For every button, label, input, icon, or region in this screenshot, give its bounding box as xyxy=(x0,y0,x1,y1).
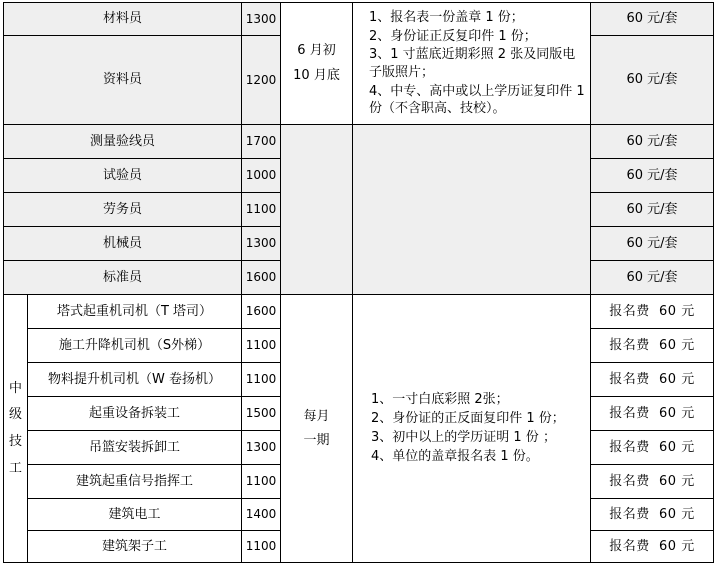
job-name: 施工升降机司机（S外梯） xyxy=(58,337,211,353)
job-name-cell xyxy=(3,159,242,193)
date-cell-empty xyxy=(281,125,353,295)
fee-cell xyxy=(591,397,714,431)
job-name: 劳务员 xyxy=(102,201,142,217)
fee-cell xyxy=(591,125,714,159)
count-cell xyxy=(242,261,281,295)
count-value: 1500 xyxy=(245,406,277,421)
fee-value: 60 元/套 xyxy=(626,235,678,251)
fee-cell xyxy=(591,36,714,125)
count-value: 1100 xyxy=(245,202,277,217)
fee-value: 60 元/套 xyxy=(626,133,678,149)
count-cell xyxy=(242,329,281,363)
fee-value: 60 元/套 xyxy=(626,11,678,27)
fee-value: 报名费 60 元 xyxy=(609,371,695,387)
fee-value: 报名费 60 元 xyxy=(609,473,695,489)
fee-value: 60 元/套 xyxy=(626,201,678,217)
fee-cell xyxy=(591,363,714,397)
count-value: 1000 xyxy=(245,168,277,183)
job-name-cell xyxy=(28,465,242,499)
requirement-item: 3、1 寸蓝底近期彩照 2 张及同版电子版照片； xyxy=(369,47,576,80)
requirement-item: 1、报名表一份盖章 1 份； xyxy=(369,10,524,26)
requirement-item: 2、身份证的正反面复印件 1 份； xyxy=(371,410,565,426)
job-name-cell xyxy=(28,499,242,531)
requirements-cell xyxy=(353,295,591,563)
job-name: 机械员 xyxy=(102,235,142,251)
requirements-cell xyxy=(353,2,591,125)
count-value: 1100 xyxy=(245,338,277,353)
fee-value: 报名费 60 元 xyxy=(609,337,695,353)
count-cell xyxy=(242,397,281,431)
job-name: 塔式起重机司机（T 塔司） xyxy=(56,303,213,319)
count-value: 1700 xyxy=(245,134,277,149)
fee-cell xyxy=(591,499,714,531)
job-name-cell xyxy=(3,125,242,159)
fee-cell xyxy=(591,431,714,465)
fee-cell xyxy=(591,261,714,295)
count-value: 1200 xyxy=(245,72,277,87)
count-cell xyxy=(242,193,281,227)
job-name-cell xyxy=(28,397,242,431)
count-value: 1300 xyxy=(245,440,277,455)
fee-value: 报名费 60 元 xyxy=(609,506,695,522)
fee-cell xyxy=(591,465,714,499)
requirement-item: 2、身份证正反复印件 1 份； xyxy=(369,28,537,44)
count-value: 1100 xyxy=(245,372,277,387)
job-name: 试验员 xyxy=(102,167,142,183)
job-name: 资料员 xyxy=(102,72,142,88)
job-name-cell xyxy=(28,531,242,563)
count-value: 1300 xyxy=(245,11,277,26)
job-name: 吊篮安装拆卸工 xyxy=(88,439,180,455)
job-name-cell xyxy=(28,295,242,329)
count-value: 1600 xyxy=(245,304,277,319)
job-name: 标准员 xyxy=(102,269,142,285)
job-name-cell xyxy=(28,431,242,465)
job-name-cell xyxy=(3,261,242,295)
job-name: 测量验线员 xyxy=(89,133,155,149)
schedule-cell xyxy=(281,295,353,563)
count-cell xyxy=(242,159,281,193)
fee-value: 报名费 60 元 xyxy=(609,405,695,421)
count-cell xyxy=(242,295,281,329)
job-name-cell xyxy=(3,193,242,227)
fee-value: 60 元/套 xyxy=(626,72,678,88)
count-cell xyxy=(242,363,281,397)
job-name-cell xyxy=(28,329,242,363)
count-value: 1100 xyxy=(245,474,277,489)
requirement-item: 4、中专、高中或以上学历证复印件 1 份（不含职高、技校）。 xyxy=(369,83,585,117)
job-name-cell xyxy=(3,227,242,261)
count-cell xyxy=(242,2,281,36)
date-start: 6 月初 xyxy=(297,43,336,59)
job-name: 建筑架子工 xyxy=(101,538,167,554)
count-cell xyxy=(242,531,281,563)
fee-value: 报名费 60 元 xyxy=(609,303,695,319)
category-char: 中 xyxy=(8,380,22,396)
job-name-cell xyxy=(3,36,242,125)
job-name: 材料员 xyxy=(102,11,142,27)
job-name: 建筑起重信号指挥工 xyxy=(75,473,193,489)
fee-cell xyxy=(591,227,714,261)
category-char: 技 xyxy=(8,434,22,449)
fee-value: 60 元/套 xyxy=(626,269,678,285)
fee-value: 报名费 60 元 xyxy=(609,439,695,455)
job-name-cell xyxy=(3,2,242,36)
count-value: 1100 xyxy=(245,539,277,554)
requirement-item: 1、一寸白底彩照 2张； xyxy=(371,391,509,407)
count-value: 1600 xyxy=(245,270,277,285)
schedule-line: 每月 xyxy=(303,408,330,424)
job-name-cell xyxy=(28,363,242,397)
count-cell xyxy=(242,227,281,261)
count-cell xyxy=(242,125,281,159)
job-name: 物料提升机司机（W 卷扬机） xyxy=(48,371,221,387)
requirement-item: 4、单位的盖章报名表 1 份。 xyxy=(371,449,539,465)
count-cell xyxy=(242,499,281,531)
count-cell xyxy=(242,431,281,465)
requirement-item: 3、初中以上的学历证明 1 份 ； xyxy=(371,430,556,445)
fee-cell xyxy=(591,329,714,363)
category-cell xyxy=(3,295,28,563)
fee-cell xyxy=(591,531,714,563)
fee-cell xyxy=(591,295,714,329)
fee-cell xyxy=(591,2,714,36)
fee-cell xyxy=(591,193,714,227)
count-value: 1400 xyxy=(245,507,277,522)
date-cell xyxy=(281,2,353,125)
count-cell xyxy=(242,465,281,499)
job-name: 起重设备拆装工 xyxy=(88,405,180,421)
fee-value: 报名费 60 元 xyxy=(609,538,695,554)
job-name: 建筑电工 xyxy=(108,506,161,522)
fee-value: 60 元/套 xyxy=(626,167,678,183)
count-value: 1300 xyxy=(245,236,277,251)
category-char: 工 xyxy=(8,460,22,476)
schedule-line: 一期 xyxy=(303,432,330,448)
fee-cell xyxy=(591,159,714,193)
count-cell xyxy=(242,36,281,125)
requirements-cell-empty xyxy=(353,125,591,295)
date-end: 10 月底 xyxy=(293,68,340,83)
category-char: 级 xyxy=(8,407,22,423)
